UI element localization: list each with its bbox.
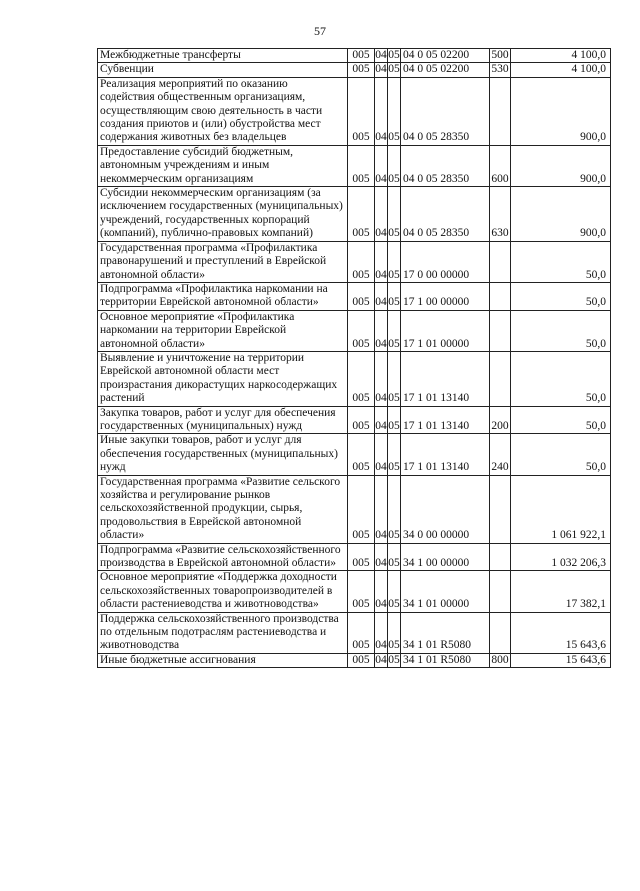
amount: 50,0 xyxy=(511,351,611,406)
dept-code: 005 xyxy=(348,77,375,145)
amount: 15 643,6 xyxy=(511,653,611,667)
expense-type-code: 500 xyxy=(491,49,509,61)
section-code: 04 xyxy=(375,475,388,543)
dept-code: 005 xyxy=(348,63,375,77)
dept-code: 005 xyxy=(348,612,375,653)
subsection-code: 05 xyxy=(388,351,401,406)
amount: 17 382,1 xyxy=(511,571,611,612)
row-name: Субвенции xyxy=(98,63,348,77)
expense-type-code xyxy=(490,310,511,351)
row-name: Закупка товаров, работ и услуг для обеспечения государственных (муниципальных) нужд xyxy=(98,406,348,434)
budget-table xyxy=(97,48,611,668)
row-name: Подпрограмма «Профилактика наркомании на территории Еврейской автономной области» xyxy=(98,282,348,310)
subsection-code: 05 xyxy=(388,282,401,310)
row-name: Поддержка сельскохозяйственного производства по отдельным подотраслям растениеводства и животноводства xyxy=(98,612,348,653)
target-article-code: 04 0 05 28350 xyxy=(401,145,490,186)
target-article-code: 17 1 00 00000 xyxy=(401,282,490,310)
table-row xyxy=(98,63,611,77)
table-row xyxy=(98,543,611,571)
subsection-code: 05 xyxy=(388,475,401,543)
row-name: Подпрограмма «Развитие сельскохозяйственного производства в Еврейской автономной области» xyxy=(98,543,348,571)
target-article-code: 17 1 01 13140 xyxy=(401,406,490,434)
section-code: 04 xyxy=(375,241,388,282)
expense-type-code: 240 xyxy=(490,434,511,475)
expense-type-code xyxy=(490,241,511,282)
section-code: 04 xyxy=(375,351,388,406)
expense-type-code: 800 xyxy=(491,653,509,666)
row-name: Субсидии некоммерческим организациям (за исключением государственных (муниципальных) учреждений, государственных корпораций (компаний), публично-правовых компаний) xyxy=(98,187,348,242)
row-name: Предоставление субсидий бюджетным, автономным учреждениям и иным некоммерческим организациям xyxy=(98,145,348,186)
table-body xyxy=(98,49,611,668)
table-row xyxy=(98,434,611,475)
section-code: 04 xyxy=(375,434,388,475)
page-number: 57 xyxy=(314,24,326,38)
subsection-code: 05 xyxy=(388,571,401,612)
expense-type-code xyxy=(490,351,511,406)
target-article-code: 04 0 05 28350 xyxy=(401,187,490,242)
table-row xyxy=(98,571,611,612)
amount: 900,0 xyxy=(511,77,611,145)
table-row xyxy=(98,310,611,351)
target-article-code: 34 0 00 00000 xyxy=(401,475,490,543)
section-code: 04 xyxy=(375,282,388,310)
amount: 900,0 xyxy=(511,145,611,186)
row-name: Иные бюджетные ассигнования xyxy=(98,653,348,667)
dept-code: 005 xyxy=(348,351,375,406)
table-row xyxy=(98,612,611,653)
expense-type-code xyxy=(490,571,511,612)
amount: 50,0 xyxy=(511,310,611,351)
dept-code: 005 xyxy=(348,434,375,475)
table-row xyxy=(98,475,611,543)
amount: 1 061 922,1 xyxy=(511,475,611,543)
expense-type-code: 530 xyxy=(491,63,509,76)
subsection-code: 05 xyxy=(388,310,401,351)
target-article-code: 17 1 01 00000 xyxy=(401,310,490,351)
section-code: 04 xyxy=(375,612,388,653)
section-code: 04 xyxy=(375,77,388,145)
section-code: 04 xyxy=(375,543,388,571)
target-article-code: 04 0 05 02200 xyxy=(401,49,490,63)
subsection-code: 05 xyxy=(388,543,401,571)
dept-code: 005 xyxy=(348,543,375,571)
expense-type-code: 630 xyxy=(490,187,511,242)
dept-code: 005 xyxy=(348,49,375,63)
subsection-code: 05 xyxy=(388,145,401,186)
section-code: 04 xyxy=(375,571,388,612)
amount: 4 100,0 xyxy=(511,49,611,63)
target-article-code: 34 1 00 00000 xyxy=(401,543,490,571)
expense-type-code xyxy=(490,543,511,571)
table-row xyxy=(98,77,611,145)
subsection-code: 05 xyxy=(388,63,400,76)
table-row xyxy=(98,187,611,242)
table-row xyxy=(98,282,611,310)
row-name: Основное мероприятие «Профилактика наркомании на территории Еврейской автономной области» xyxy=(98,310,348,351)
row-name: Государственная программа «Профилактика правонарушений и преступлений в Еврейской автономной области» xyxy=(98,241,348,282)
amount: 4 100,0 xyxy=(511,63,611,77)
subsection-code: 05 xyxy=(388,187,401,242)
expense-type-code xyxy=(490,612,511,653)
dept-code: 005 xyxy=(348,475,375,543)
row-name: Иные закупки товаров, работ и услуг для обеспечения государственных (муниципальных) нужд xyxy=(98,434,348,475)
dept-code: 005 xyxy=(348,282,375,310)
expense-type-code xyxy=(490,77,511,145)
target-article-code: 17 0 00 00000 xyxy=(401,241,490,282)
table-row xyxy=(98,351,611,406)
dept-code: 005 xyxy=(348,187,375,242)
expense-type-code xyxy=(490,282,511,310)
target-article-code: 04 0 05 02200 xyxy=(401,63,490,77)
amount: 50,0 xyxy=(511,241,611,282)
subsection-code: 05 xyxy=(388,77,401,145)
expense-type-code: 200 xyxy=(490,406,511,434)
amount: 50,0 xyxy=(511,406,611,434)
target-article-code: 34 1 01 R5080 xyxy=(401,653,490,667)
expense-type-code xyxy=(490,475,511,543)
dept-code: 005 xyxy=(348,145,375,186)
row-name: Реализация мероприятий по оказанию содействия общественным организациям, осуществляющим свою деятельность в части создания приютов и (или) обустройства мест содержания животных без владельцев xyxy=(98,77,348,145)
section-code: 04 xyxy=(375,49,387,61)
row-name: Выявление и уничтожение на территории Еврейской автономной области мест произрастания дикорастущих наркосодержащих растений xyxy=(98,351,348,406)
target-article-code: 17 1 01 13140 xyxy=(401,434,490,475)
table-row xyxy=(98,406,611,434)
target-article-code: 34 1 01 R5080 xyxy=(401,612,490,653)
amount: 15 643,6 xyxy=(511,612,611,653)
section-code: 04 xyxy=(375,653,387,666)
dept-code: 005 xyxy=(348,241,375,282)
table-row xyxy=(98,145,611,186)
amount: 50,0 xyxy=(511,282,611,310)
row-name: Основное мероприятие «Поддержка доходности сельскохозяйственных товаропроизводителей в области растениеводства и животноводства» xyxy=(98,571,348,612)
table-row xyxy=(98,241,611,282)
dept-code: 005 xyxy=(348,406,375,434)
amount: 1 032 206,3 xyxy=(511,543,611,571)
target-article-code: 04 0 05 28350 xyxy=(401,77,490,145)
subsection-code: 05 xyxy=(388,49,400,61)
section-code: 04 xyxy=(375,310,388,351)
section-code: 04 xyxy=(375,406,388,434)
target-article-code: 34 1 01 00000 xyxy=(401,571,490,612)
subsection-code: 05 xyxy=(388,653,400,666)
target-article-code: 17 1 01 13140 xyxy=(401,351,490,406)
dept-code: 005 xyxy=(348,653,375,667)
subsection-code: 05 xyxy=(388,241,401,282)
subsection-code: 05 xyxy=(388,406,401,434)
subsection-code: 05 xyxy=(388,612,401,653)
expense-type-code: 600 xyxy=(490,145,511,186)
section-code: 04 xyxy=(375,187,388,242)
section-code: 04 xyxy=(375,145,388,186)
dept-code: 005 xyxy=(348,310,375,351)
row-name: Государственная программа «Развитие сельского хозяйства и регулирование рынков сельскохозяйственной продукции, сырья, продовольствия в Еврейской автономной области» xyxy=(98,475,348,543)
table-row xyxy=(98,49,611,63)
dept-code: 005 xyxy=(348,571,375,612)
amount: 50,0 xyxy=(511,434,611,475)
amount: 900,0 xyxy=(511,187,611,242)
row-name: Межбюджетные трансферты xyxy=(98,49,348,63)
table-row xyxy=(98,653,611,667)
section-code: 04 xyxy=(375,63,387,76)
subsection-code: 05 xyxy=(388,434,401,475)
